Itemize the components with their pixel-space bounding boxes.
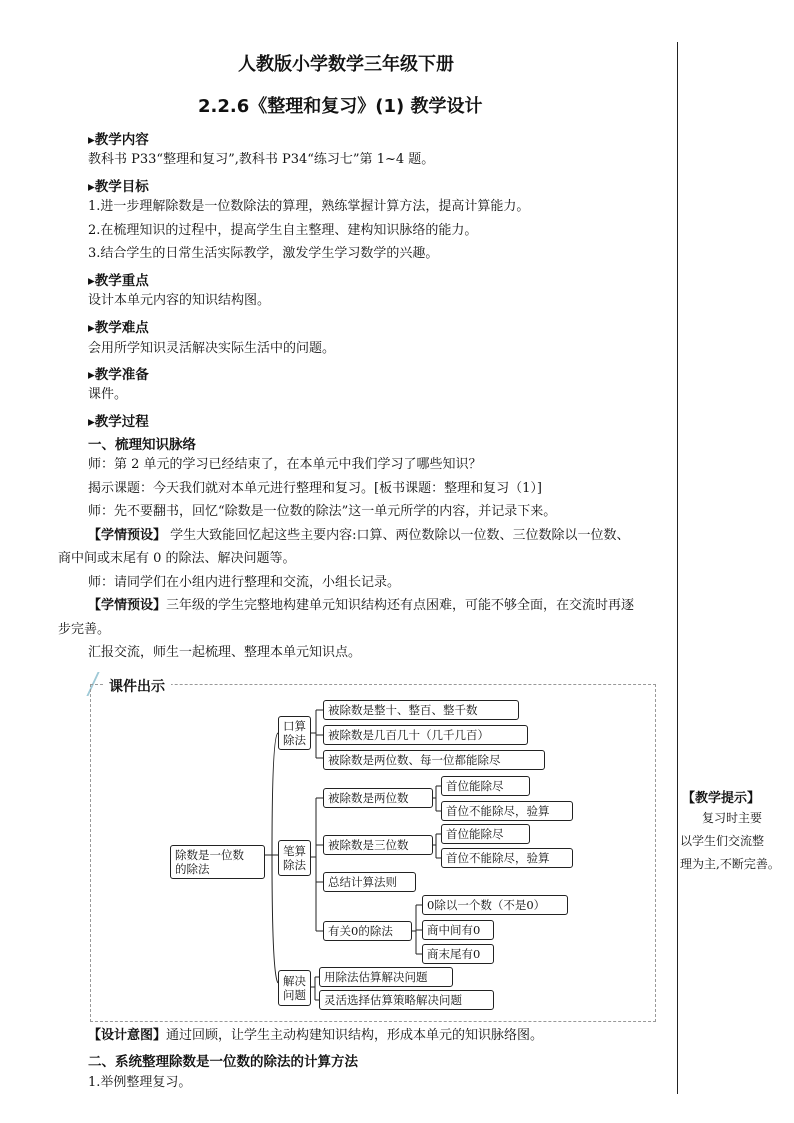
three-digit-item-1: 首位能除尽 — [441, 824, 530, 844]
solve-item-1: 用除法估算解决问题 — [319, 967, 453, 987]
root-node: 除数是一位数 的除法 — [170, 845, 265, 879]
page-title: 人教版小学数学三年级下册 — [238, 54, 454, 75]
section-content-title: ▸教学内容 — [88, 132, 149, 148]
difficulty-text: 会用所学知识灵活解决实际生活中的问题。 — [88, 341, 336, 356]
paragraph-4-line2: 商中间或末尾有 0 的除法、解决问题等。 — [58, 551, 296, 566]
problem-solving-node: 解决 问题 — [278, 970, 311, 1006]
key-text: 设计本单元内容的知识结构图。 — [88, 293, 271, 308]
zero-item-2: 商中间有0 — [422, 920, 494, 940]
oral-item-1: 被除数是整十、整百、整千数 — [323, 700, 519, 720]
section-process-title: ▸教学过程 — [88, 414, 149, 430]
paragraph-4-line1: 【学情预设】 学生大致能回忆起这些主要内容:口算、两位数除以一位数、三位数除以一位数、 — [88, 528, 630, 543]
goal-2: 2.在梳理知识的过程中，提高学生自主整理、建构知识脉络的能力。 — [88, 223, 478, 238]
part1-title: 一、梳理知识脉络 — [88, 437, 196, 453]
tag-student-forecast: 【学情预设】 — [88, 528, 167, 543]
paragraph-6-line2: 步完善。 — [58, 622, 111, 637]
section-goals-title: ▸教学目标 — [88, 179, 149, 195]
tag-design-intent: 【设计意图】 — [88, 1028, 167, 1043]
zero-item-1: 0除以一个数（不是0） — [422, 895, 568, 915]
oral-division-node: 口算 除法 — [278, 716, 311, 750]
zero-item-3: 商末尾有0 — [422, 944, 494, 964]
paragraph-1: 师：第 2 单元的学习已经结束了，在本单元中我们学习了哪些知识？ — [88, 457, 482, 472]
design-intent: 【设计意图】通过回顾，让学生主动构建知识结构，形成本单元的知识脉络图。 — [88, 1028, 544, 1043]
tag-student-forecast-2: 【学情预设】 — [88, 598, 167, 613]
section-prep-title: ▸教学准备 — [88, 367, 149, 383]
two-digit-dividend-node: 被除数是两位数 — [323, 788, 433, 808]
two-digit-item-1: 首位能除尽 — [441, 776, 530, 796]
prep-text: 课件。 — [88, 387, 128, 402]
summary-rules-node: 总结计算法则 — [323, 872, 416, 892]
oral-item-2: 被除数是几百几十（几千几百） — [323, 725, 528, 745]
paragraph-6-line1: 【学情预设】三年级的学生完整地构建单元知识结构还有点困难，可能不够全面，在交流时再逐 — [88, 598, 635, 613]
three-digit-item-2: 首位不能除尽，验算 — [441, 848, 573, 868]
courseware-label: 课件出示 — [103, 676, 171, 696]
teaching-tip-line3: 理为主,不断完善。 — [680, 857, 780, 871]
written-division-node: 笔算 除法 — [278, 840, 311, 876]
teaching-tip-line1: 复习时主要 — [702, 811, 763, 825]
goal-3: 3.结合学生的日常生活实际教学，激发学生学习数学的兴趣。 — [88, 246, 439, 261]
solve-item-2: 灵活选择估算策略解决问题 — [319, 990, 494, 1010]
paragraph-5: 师：请同学们在小组内进行整理和交流，小组长记录。 — [88, 575, 401, 590]
oral-item-3: 被除数是两位数、每一位都能除尽 — [323, 750, 545, 770]
teaching-tip-title: 【教学提示】 — [682, 791, 761, 806]
paragraph-3: 师：先不要翻书，回忆“除数是一位数的除法”这一单元所学的内容，并记录下来。 — [88, 504, 557, 519]
zero-division-node: 有关0的除法 — [323, 921, 412, 941]
paragraph-7: 汇报交流，师生一起梳理、整理本单元知识点。 — [88, 645, 362, 660]
content-text: 教科书 P33“整理和复习”,教科书 P34“练习七”第 1~4 题。 — [88, 152, 435, 167]
lesson-subtitle: 2.2.6《整理和复习》(1) 教学设计 — [198, 96, 483, 117]
teaching-tip-line2: 以学生们交流整 — [680, 834, 765, 848]
paragraph-8: 1.举例整理复习。 — [88, 1075, 192, 1090]
section-difficulty-title: ▸教学难点 — [88, 320, 149, 336]
two-digit-item-2: 首位不能除尽，验算 — [441, 801, 573, 821]
part2-title: 二、系统整理除数是一位数的除法的计算方法 — [88, 1054, 358, 1070]
section-key-title: ▸教学重点 — [88, 273, 149, 289]
goal-1: 1.进一步理解除数是一位数除法的算理，熟练掌握计算方法，提高计算能力。 — [88, 199, 530, 214]
three-digit-dividend-node: 被除数是三位数 — [323, 835, 433, 855]
paragraph-2: 揭示课题：今天我们就对本单元进行整理和复习。[板书课题：整理和复习（1）] — [88, 481, 542, 496]
